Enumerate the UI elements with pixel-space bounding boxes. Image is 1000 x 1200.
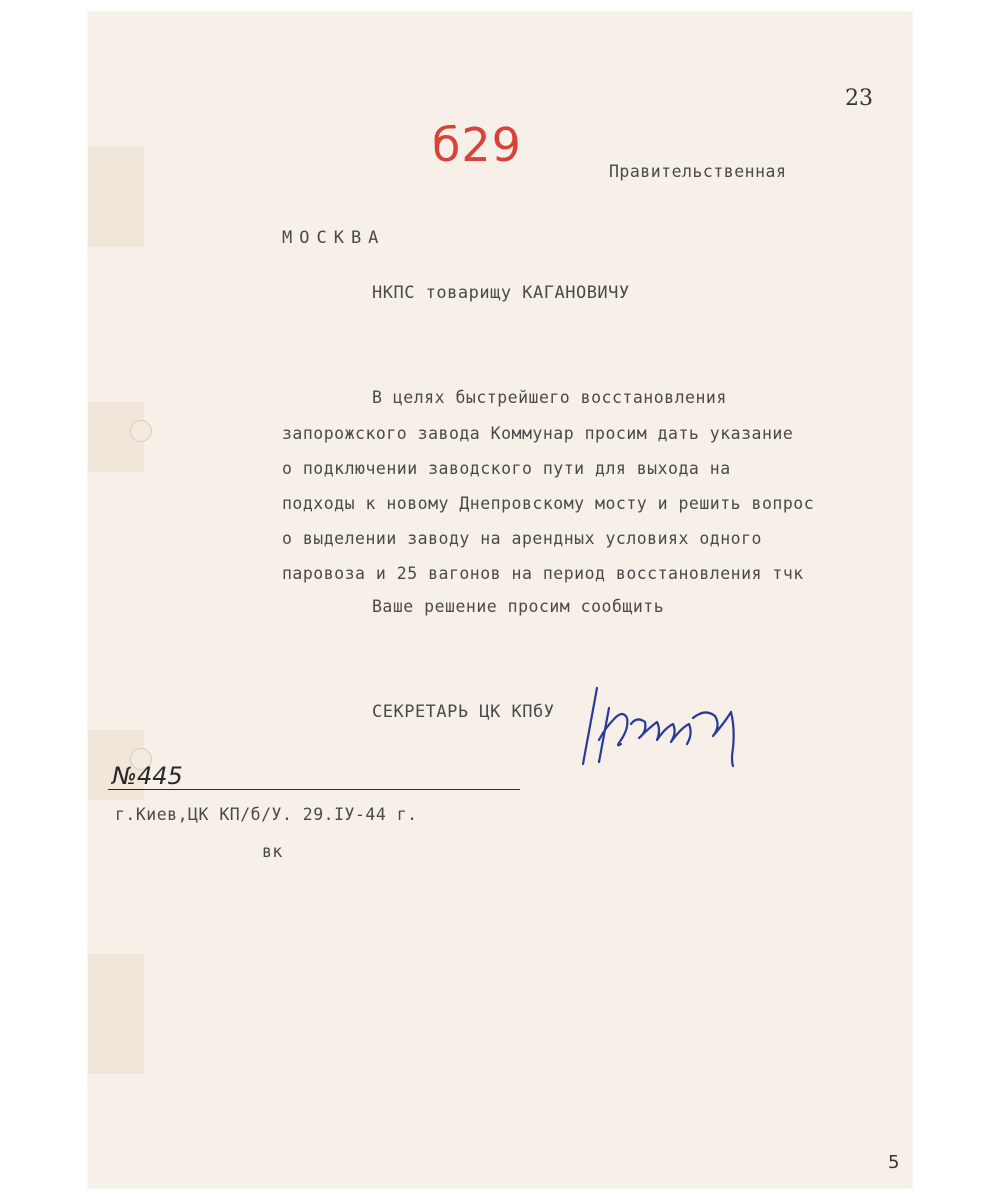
binding-hole [130,420,152,442]
tape-strip [88,147,144,247]
page-number: 5 [888,1152,900,1173]
tape-strip [88,954,144,1074]
origin-date-line: г.Киев,ЦК КП/б/У. 29.IУ-44 г. [115,805,418,824]
body-line: запорожского завода Коммунар просим дать указание [282,424,794,443]
body-line: подходы к новому Днепровскому мосту и решить вопрос [282,494,815,513]
separator-line [108,789,520,790]
body-line: о подключении заводского пути для выхода на [282,459,731,478]
body-line: Ваше решение просим сообщить [372,597,665,616]
body-line: о выделении заводу на арендных условиях одного [282,529,762,548]
body-line: В целях быстрейшего восстановления [372,388,727,407]
stamp-number: б29 [432,118,522,172]
typist-initials: вк [262,842,283,861]
registration-number: №445 [112,762,183,790]
city-heading: МОСКВА [282,228,386,248]
addressee-line: НКПС товарищу КАГАНОВИЧУ [372,283,630,303]
body-line: паровоза и 25 вагонов на период восстановления тчк [282,564,804,583]
classification-label: Правительственная [609,162,787,181]
signature-title: СЕКРЕТАРЬ ЦК КПбУ [372,702,555,722]
handwritten-signature-icon [575,678,745,768]
archive-mark: 23 [845,86,873,111]
